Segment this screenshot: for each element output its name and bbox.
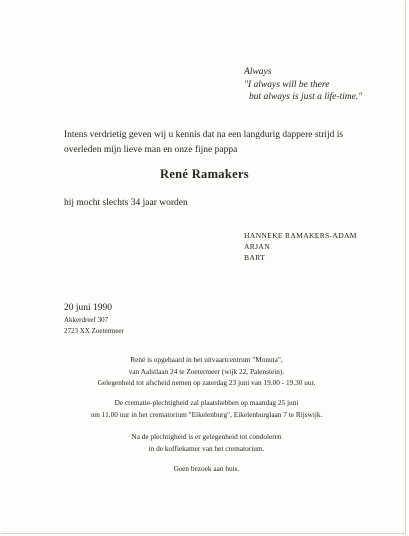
info-line: Na de plechtigheid is er gelegenheid tot condoleren bbox=[131, 432, 282, 441]
info-line: Geen bezoek aan huis. bbox=[173, 464, 240, 473]
closing-note bbox=[44, 463, 369, 475]
postcode-city: 2723 XX Zoetermeer bbox=[64, 326, 124, 335]
intro-line: overleden mijn lieve man en onze fijne pappa bbox=[64, 144, 238, 155]
announcement-intro bbox=[64, 128, 343, 157]
deceased-name: René Ramakers bbox=[160, 167, 249, 181]
street-address: Akkerdreef 307 bbox=[64, 316, 109, 324]
info-line: De crematie-plechtigheid zal plaatshebben op maandag 25 juni bbox=[114, 398, 299, 407]
lying-in-state-info bbox=[44, 354, 369, 389]
family-member: ARJAN bbox=[244, 242, 270, 251]
poem-line: but always is just a life-time." bbox=[249, 92, 363, 102]
notice-date: 20 juni 1990 bbox=[64, 303, 113, 313]
date-and-address bbox=[64, 302, 124, 336]
age-line: hij mocht slechts 34 jaar worden bbox=[64, 198, 188, 208]
info-line: om 11.00 uur in het crematorium "Eikelenburg", Eikelenburglaan 7 te Rijswijk. bbox=[90, 409, 323, 419]
family-member: HANNEKE RAMAKERS-ADAM bbox=[244, 231, 357, 240]
poem-line: "I always will be there bbox=[244, 79, 330, 90]
intro-line: Intens verdrietig geven wij u kennis dat na een langdurig dappere strijd is bbox=[64, 130, 344, 140]
info-line: van Aalstlaan 24 te Zoetermeer (wijk 22, Palenstein). bbox=[128, 366, 285, 376]
info-line: René is opgebaard in het uitvaartcentrum "Monuta", bbox=[130, 355, 283, 364]
cremation-info bbox=[44, 397, 369, 420]
poem-quote bbox=[244, 66, 362, 104]
poem-line: Always bbox=[244, 67, 272, 77]
condolence-info bbox=[44, 431, 369, 454]
info-line: in de koffiekamer van het crematorium. bbox=[148, 443, 265, 453]
info-line: Gelegenheid tot afscheid nemen op zaterdag 23 juni van 19.00 - 19.30 uur. bbox=[97, 378, 316, 387]
family-member: BART bbox=[244, 253, 265, 262]
family-signatories bbox=[244, 230, 357, 263]
